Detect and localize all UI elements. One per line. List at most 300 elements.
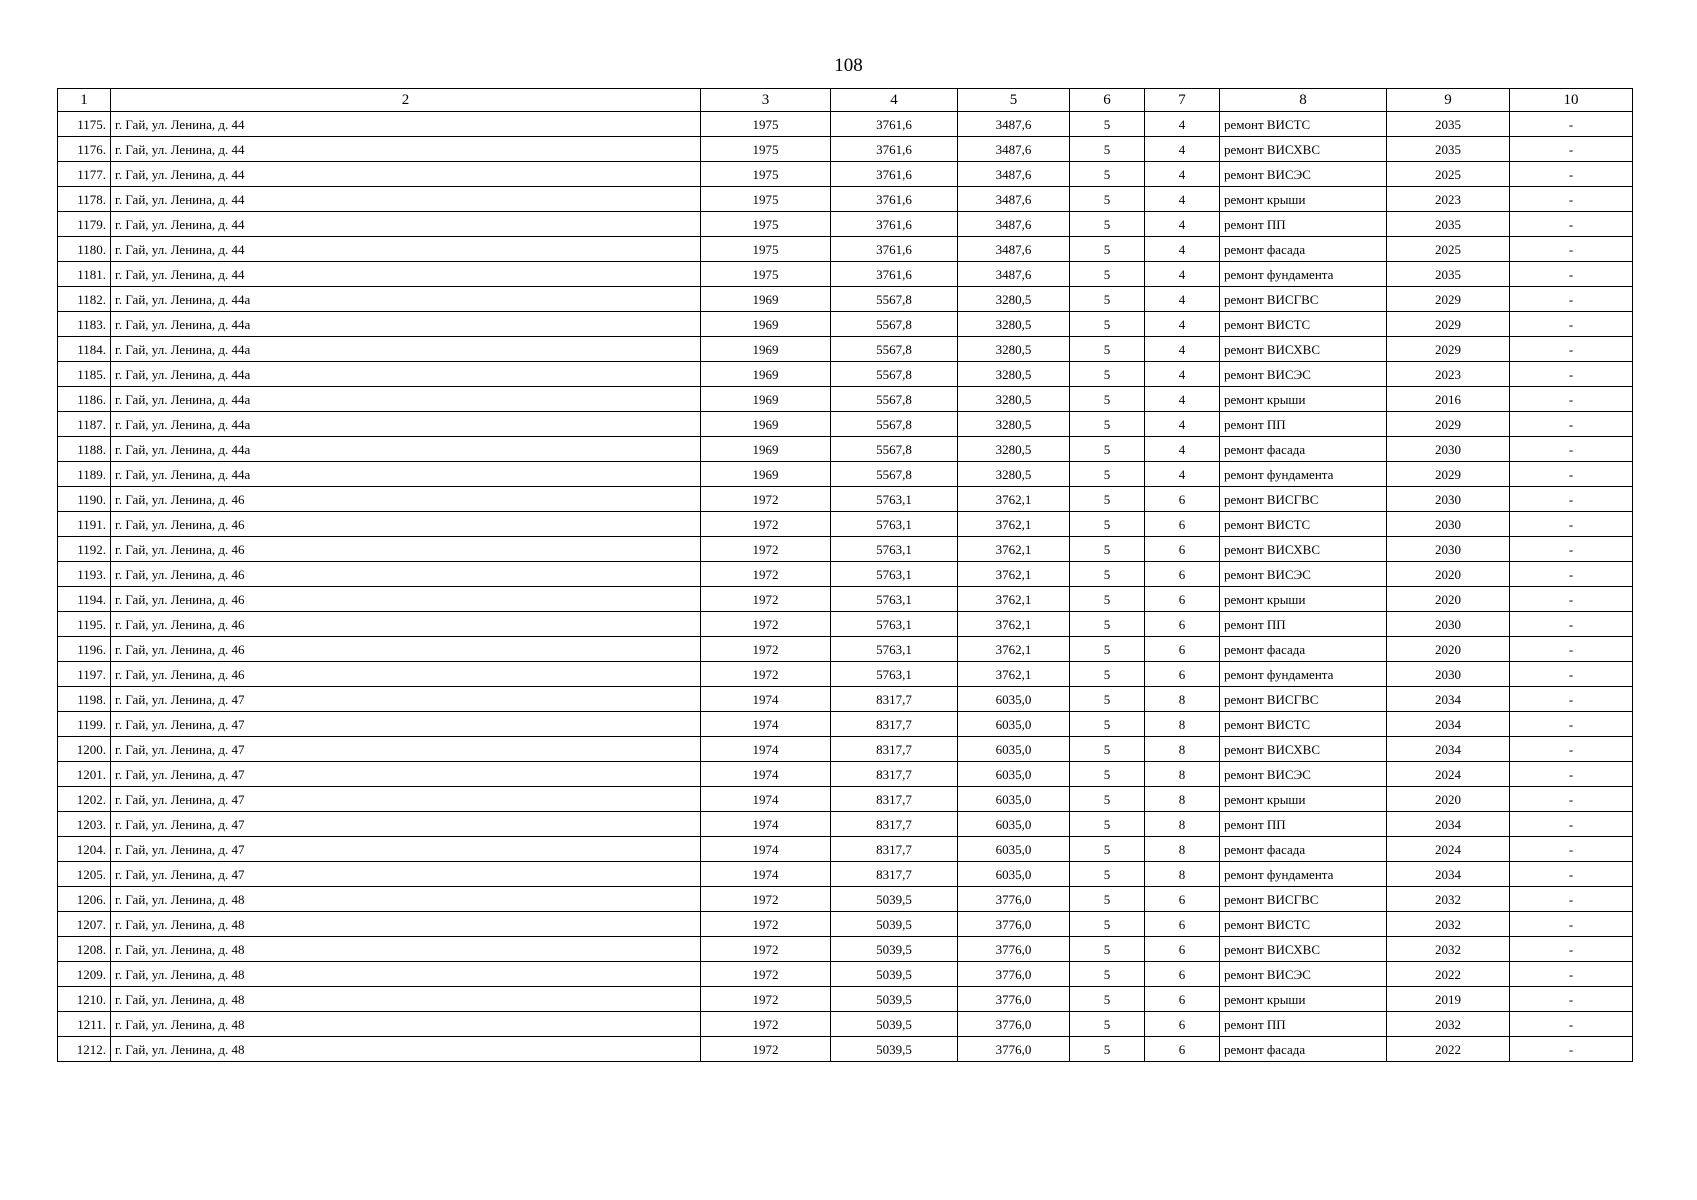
address-cell: г. Гай, ул. Ленина, д. 48 xyxy=(111,987,701,1012)
year-cell: 1974 xyxy=(701,787,831,812)
floors-cell: 5 xyxy=(1070,587,1145,612)
floors-cell: 5 xyxy=(1070,237,1145,262)
address-cell: г. Гай, ул. Ленина, д. 44 xyxy=(111,112,701,137)
work-type-cell: ремонт фундамента xyxy=(1220,262,1387,287)
column-10-cell: - xyxy=(1510,612,1633,637)
column-10-cell: - xyxy=(1510,287,1633,312)
column-10-cell: - xyxy=(1510,537,1633,562)
year-cell: 1969 xyxy=(701,312,831,337)
entrances-cell: 4 xyxy=(1145,387,1220,412)
floors-cell: 5 xyxy=(1070,137,1145,162)
total-area-cell: 5039,5 xyxy=(831,962,958,987)
year-cell: 1974 xyxy=(701,737,831,762)
column-10-cell: - xyxy=(1510,187,1633,212)
entrances-cell: 4 xyxy=(1145,187,1220,212)
repair-year-cell: 2035 xyxy=(1387,262,1510,287)
column-10-cell: - xyxy=(1510,362,1633,387)
entrances-cell: 4 xyxy=(1145,437,1220,462)
address-cell: г. Гай, ул. Ленина, д. 44а xyxy=(111,362,701,387)
total-area-cell: 8317,7 xyxy=(831,787,958,812)
repair-year-cell: 2032 xyxy=(1387,912,1510,937)
floors-cell: 5 xyxy=(1070,612,1145,637)
entrances-cell: 6 xyxy=(1145,962,1220,987)
address-cell: г. Гай, ул. Ленина, д. 46 xyxy=(111,562,701,587)
work-type-cell: ремонт ВИСХВС xyxy=(1220,537,1387,562)
year-cell: 1969 xyxy=(701,462,831,487)
repair-year-cell: 2029 xyxy=(1387,287,1510,312)
entrances-cell: 6 xyxy=(1145,487,1220,512)
column-10-cell: - xyxy=(1510,762,1633,787)
total-area-cell: 5567,8 xyxy=(831,437,958,462)
living-area-cell: 3280,5 xyxy=(958,412,1070,437)
entrances-cell: 6 xyxy=(1145,512,1220,537)
column-header: 4 xyxy=(831,89,958,112)
floors-cell: 5 xyxy=(1070,962,1145,987)
address-cell: г. Гай, ул. Ленина, д. 44а xyxy=(111,287,701,312)
repair-year-cell: 2035 xyxy=(1387,112,1510,137)
column-10-cell: - xyxy=(1510,512,1633,537)
row-number: 1179. xyxy=(58,212,111,237)
floors-cell: 5 xyxy=(1070,1037,1145,1062)
floors-cell: 5 xyxy=(1070,887,1145,912)
year-cell: 1975 xyxy=(701,212,831,237)
living-area-cell: 3280,5 xyxy=(958,387,1070,412)
row-number: 1176. xyxy=(58,137,111,162)
column-10-cell: - xyxy=(1510,712,1633,737)
column-header: 1 xyxy=(58,89,111,112)
work-type-cell: ремонт крыши xyxy=(1220,387,1387,412)
repair-year-cell: 2034 xyxy=(1387,737,1510,762)
column-10-cell: - xyxy=(1510,1012,1633,1037)
work-type-cell: ремонт крыши xyxy=(1220,787,1387,812)
column-10-cell: - xyxy=(1510,1037,1633,1062)
entrances-cell: 8 xyxy=(1145,812,1220,837)
column-header: 9 xyxy=(1387,89,1510,112)
total-area-cell: 5763,1 xyxy=(831,562,958,587)
row-number: 1197. xyxy=(58,662,111,687)
entrances-cell: 6 xyxy=(1145,937,1220,962)
table-row xyxy=(58,287,1633,312)
floors-cell: 5 xyxy=(1070,462,1145,487)
floors-cell: 5 xyxy=(1070,862,1145,887)
row-number: 1203. xyxy=(58,812,111,837)
row-number: 1194. xyxy=(58,587,111,612)
row-number: 1205. xyxy=(58,862,111,887)
entrances-cell: 4 xyxy=(1145,362,1220,387)
table-row xyxy=(58,1012,1633,1037)
floors-cell: 5 xyxy=(1070,562,1145,587)
column-10-cell: - xyxy=(1510,787,1633,812)
address-cell: г. Гай, ул. Ленина, д. 47 xyxy=(111,712,701,737)
entrances-cell: 4 xyxy=(1145,337,1220,362)
work-type-cell: ремонт ВИСХВС xyxy=(1220,137,1387,162)
year-cell: 1974 xyxy=(701,862,831,887)
table-row xyxy=(58,737,1633,762)
year-cell: 1975 xyxy=(701,137,831,162)
year-cell: 1972 xyxy=(701,487,831,512)
repair-year-cell: 2030 xyxy=(1387,612,1510,637)
row-number: 1188. xyxy=(58,437,111,462)
row-number: 1208. xyxy=(58,937,111,962)
column-10-cell: - xyxy=(1510,412,1633,437)
floors-cell: 5 xyxy=(1070,662,1145,687)
floors-cell: 5 xyxy=(1070,287,1145,312)
total-area-cell: 5763,1 xyxy=(831,512,958,537)
table-row xyxy=(58,587,1633,612)
entrances-cell: 6 xyxy=(1145,562,1220,587)
column-10-cell: - xyxy=(1510,262,1633,287)
address-cell: г. Гай, ул. Ленина, д. 44 xyxy=(111,237,701,262)
table-row xyxy=(58,537,1633,562)
row-number: 1177. xyxy=(58,162,111,187)
table-row xyxy=(58,962,1633,987)
total-area-cell: 8317,7 xyxy=(831,837,958,862)
row-number: 1193. xyxy=(58,562,111,587)
row-number: 1178. xyxy=(58,187,111,212)
work-type-cell: ремонт ВИСТС xyxy=(1220,712,1387,737)
table-row xyxy=(58,387,1633,412)
total-area-cell: 5039,5 xyxy=(831,937,958,962)
total-area-cell: 3761,6 xyxy=(831,187,958,212)
work-type-cell: ремонт фасада xyxy=(1220,437,1387,462)
living-area-cell: 3487,6 xyxy=(958,137,1070,162)
living-area-cell: 6035,0 xyxy=(958,737,1070,762)
address-cell: г. Гай, ул. Ленина, д. 44а xyxy=(111,412,701,437)
living-area-cell: 6035,0 xyxy=(958,712,1070,737)
living-area-cell: 6035,0 xyxy=(958,787,1070,812)
year-cell: 1969 xyxy=(701,437,831,462)
column-10-cell: - xyxy=(1510,912,1633,937)
floors-cell: 5 xyxy=(1070,712,1145,737)
year-cell: 1972 xyxy=(701,587,831,612)
total-area-cell: 5567,8 xyxy=(831,412,958,437)
living-area-cell: 3776,0 xyxy=(958,962,1070,987)
column-10-cell: - xyxy=(1510,237,1633,262)
address-cell: г. Гай, ул. Ленина, д. 46 xyxy=(111,487,701,512)
work-type-cell: ремонт крыши xyxy=(1220,587,1387,612)
work-type-cell: ремонт ВИСГВС xyxy=(1220,287,1387,312)
repair-year-cell: 2034 xyxy=(1387,712,1510,737)
repair-year-cell: 2023 xyxy=(1387,362,1510,387)
living-area-cell: 3762,1 xyxy=(958,587,1070,612)
address-cell: г. Гай, ул. Ленина, д. 48 xyxy=(111,1037,701,1062)
living-area-cell: 3762,1 xyxy=(958,537,1070,562)
floors-cell: 5 xyxy=(1070,812,1145,837)
year-cell: 1972 xyxy=(701,937,831,962)
column-10-cell: - xyxy=(1510,312,1633,337)
entrances-cell: 6 xyxy=(1145,1037,1220,1062)
work-type-cell: ремонт ПП xyxy=(1220,1012,1387,1037)
floors-cell: 5 xyxy=(1070,512,1145,537)
column-10-cell: - xyxy=(1510,137,1633,162)
repair-year-cell: 2016 xyxy=(1387,387,1510,412)
entrances-cell: 6 xyxy=(1145,987,1220,1012)
total-area-cell: 5039,5 xyxy=(831,1012,958,1037)
table-row xyxy=(58,187,1633,212)
entrances-cell: 4 xyxy=(1145,137,1220,162)
year-cell: 1972 xyxy=(701,912,831,937)
year-cell: 1969 xyxy=(701,362,831,387)
entrances-cell: 6 xyxy=(1145,1012,1220,1037)
repair-year-cell: 2030 xyxy=(1387,487,1510,512)
total-area-cell: 5763,1 xyxy=(831,487,958,512)
work-type-cell: ремонт ВИСТС xyxy=(1220,312,1387,337)
table-row xyxy=(58,787,1633,812)
year-cell: 1969 xyxy=(701,287,831,312)
entrances-cell: 6 xyxy=(1145,912,1220,937)
column-10-cell: - xyxy=(1510,662,1633,687)
address-cell: г. Гай, ул. Ленина, д. 44 xyxy=(111,187,701,212)
year-cell: 1972 xyxy=(701,962,831,987)
work-type-cell: ремонт ПП xyxy=(1220,812,1387,837)
living-area-cell: 3487,6 xyxy=(958,212,1070,237)
floors-cell: 5 xyxy=(1070,687,1145,712)
column-10-cell: - xyxy=(1510,162,1633,187)
living-area-cell: 3280,5 xyxy=(958,312,1070,337)
repair-year-cell: 2025 xyxy=(1387,162,1510,187)
entrances-cell: 4 xyxy=(1145,112,1220,137)
work-type-cell: ремонт ВИСТС xyxy=(1220,112,1387,137)
total-area-cell: 3761,6 xyxy=(831,262,958,287)
work-type-cell: ремонт ВИСЭС xyxy=(1220,562,1387,587)
floors-cell: 5 xyxy=(1070,787,1145,812)
column-10-cell: - xyxy=(1510,212,1633,237)
floors-cell: 5 xyxy=(1070,162,1145,187)
total-area-cell: 8317,7 xyxy=(831,712,958,737)
row-number: 1200. xyxy=(58,737,111,762)
total-area-cell: 5763,1 xyxy=(831,587,958,612)
total-area-cell: 8317,7 xyxy=(831,737,958,762)
repair-year-cell: 2020 xyxy=(1387,787,1510,812)
repair-year-cell: 2034 xyxy=(1387,862,1510,887)
work-type-cell: ремонт ВИСХВС xyxy=(1220,937,1387,962)
column-10-cell: - xyxy=(1510,887,1633,912)
work-type-cell: ремонт ВИСГВС xyxy=(1220,687,1387,712)
total-area-cell: 5567,8 xyxy=(831,462,958,487)
living-area-cell: 3487,6 xyxy=(958,187,1070,212)
living-area-cell: 6035,0 xyxy=(958,762,1070,787)
address-cell: г. Гай, ул. Ленина, д. 44 xyxy=(111,137,701,162)
table-row xyxy=(58,912,1633,937)
total-area-cell: 8317,7 xyxy=(831,862,958,887)
living-area-cell: 3776,0 xyxy=(958,1012,1070,1037)
floors-cell: 5 xyxy=(1070,537,1145,562)
row-number: 1191. xyxy=(58,512,111,537)
table-row xyxy=(58,237,1633,262)
total-area-cell: 5763,1 xyxy=(831,612,958,637)
floors-cell: 5 xyxy=(1070,637,1145,662)
total-area-cell: 3761,6 xyxy=(831,112,958,137)
row-number: 1182. xyxy=(58,287,111,312)
work-type-cell: ремонт ПП xyxy=(1220,612,1387,637)
column-header: 5 xyxy=(958,89,1070,112)
living-area-cell: 3280,5 xyxy=(958,462,1070,487)
repair-year-cell: 2022 xyxy=(1387,962,1510,987)
living-area-cell: 3762,1 xyxy=(958,637,1070,662)
floors-cell: 5 xyxy=(1070,1012,1145,1037)
floors-cell: 5 xyxy=(1070,987,1145,1012)
floors-cell: 5 xyxy=(1070,412,1145,437)
living-area-cell: 3280,5 xyxy=(958,337,1070,362)
year-cell: 1972 xyxy=(701,637,831,662)
repair-year-cell: 2029 xyxy=(1387,412,1510,437)
row-number: 1204. xyxy=(58,837,111,862)
repair-year-cell: 2023 xyxy=(1387,187,1510,212)
year-cell: 1972 xyxy=(701,612,831,637)
floors-cell: 5 xyxy=(1070,437,1145,462)
total-area-cell: 5039,5 xyxy=(831,1037,958,1062)
repair-year-cell: 2029 xyxy=(1387,312,1510,337)
address-cell: г. Гай, ул. Ленина, д. 44а xyxy=(111,462,701,487)
total-area-cell: 5039,5 xyxy=(831,912,958,937)
address-cell: г. Гай, ул. Ленина, д. 47 xyxy=(111,862,701,887)
year-cell: 1974 xyxy=(701,712,831,737)
column-10-cell: - xyxy=(1510,812,1633,837)
year-cell: 1972 xyxy=(701,1012,831,1037)
column-10-cell: - xyxy=(1510,487,1633,512)
entrances-cell: 4 xyxy=(1145,462,1220,487)
work-type-cell: ремонт фундамента xyxy=(1220,462,1387,487)
floors-cell: 5 xyxy=(1070,737,1145,762)
entrances-cell: 8 xyxy=(1145,712,1220,737)
address-cell: г. Гай, ул. Ленина, д. 44а xyxy=(111,437,701,462)
total-area-cell: 3761,6 xyxy=(831,162,958,187)
address-cell: г. Гай, ул. Ленина, д. 44а xyxy=(111,387,701,412)
table-row xyxy=(58,662,1633,687)
year-cell: 1969 xyxy=(701,412,831,437)
repair-year-cell: 2035 xyxy=(1387,137,1510,162)
address-cell: г. Гай, ул. Ленина, д. 44 xyxy=(111,262,701,287)
work-type-cell: ремонт крыши xyxy=(1220,187,1387,212)
entrances-cell: 8 xyxy=(1145,862,1220,887)
header-row xyxy=(58,89,1633,112)
living-area-cell: 3280,5 xyxy=(958,287,1070,312)
table-row xyxy=(58,512,1633,537)
table-row xyxy=(58,487,1633,512)
table-row xyxy=(58,112,1633,137)
repair-year-cell: 2019 xyxy=(1387,987,1510,1012)
repair-year-cell: 2032 xyxy=(1387,887,1510,912)
work-type-cell: ремонт ВИСЭС xyxy=(1220,762,1387,787)
entrances-cell: 6 xyxy=(1145,587,1220,612)
floors-cell: 5 xyxy=(1070,762,1145,787)
living-area-cell: 3762,1 xyxy=(958,612,1070,637)
total-area-cell: 5039,5 xyxy=(831,987,958,1012)
row-number: 1202. xyxy=(58,787,111,812)
floors-cell: 5 xyxy=(1070,262,1145,287)
year-cell: 1974 xyxy=(701,687,831,712)
entrances-cell: 4 xyxy=(1145,312,1220,337)
page-number: 108 xyxy=(834,55,863,76)
address-cell: г. Гай, ул. Ленина, д. 46 xyxy=(111,537,701,562)
repair-year-cell: 2030 xyxy=(1387,437,1510,462)
work-type-cell: ремонт ВИСТС xyxy=(1220,912,1387,937)
column-header: 6 xyxy=(1070,89,1145,112)
total-area-cell: 8317,7 xyxy=(831,812,958,837)
year-cell: 1974 xyxy=(701,812,831,837)
table-row xyxy=(58,637,1633,662)
address-cell: г. Гай, ул. Ленина, д. 47 xyxy=(111,812,701,837)
repair-year-cell: 2030 xyxy=(1387,512,1510,537)
column-header: 8 xyxy=(1220,89,1387,112)
column-10-cell: - xyxy=(1510,387,1633,412)
entrances-cell: 4 xyxy=(1145,412,1220,437)
total-area-cell: 5763,1 xyxy=(831,537,958,562)
column-10-cell: - xyxy=(1510,562,1633,587)
year-cell: 1975 xyxy=(701,187,831,212)
address-cell: г. Гай, ул. Ленина, д. 46 xyxy=(111,587,701,612)
work-type-cell: ремонт ВИСХВС xyxy=(1220,737,1387,762)
entrances-cell: 8 xyxy=(1145,762,1220,787)
work-type-cell: ремонт ВИСГВС xyxy=(1220,487,1387,512)
row-number: 1185. xyxy=(58,362,111,387)
entrances-cell: 8 xyxy=(1145,687,1220,712)
address-cell: г. Гай, ул. Ленина, д. 46 xyxy=(111,612,701,637)
column-10-cell: - xyxy=(1510,737,1633,762)
table-row xyxy=(58,212,1633,237)
entrances-cell: 8 xyxy=(1145,837,1220,862)
floors-cell: 5 xyxy=(1070,362,1145,387)
row-number: 1198. xyxy=(58,687,111,712)
living-area-cell: 3487,6 xyxy=(958,262,1070,287)
column-10-cell: - xyxy=(1510,462,1633,487)
column-10-cell: - xyxy=(1510,962,1633,987)
address-cell: г. Гай, ул. Ленина, д. 48 xyxy=(111,937,701,962)
work-type-cell: ремонт ПП xyxy=(1220,212,1387,237)
address-cell: г. Гай, ул. Ленина, д. 47 xyxy=(111,837,701,862)
work-type-cell: ремонт ВИСХВС xyxy=(1220,337,1387,362)
address-cell: г. Гай, ул. Ленина, д. 48 xyxy=(111,912,701,937)
work-type-cell: ремонт ВИСГВС xyxy=(1220,887,1387,912)
total-area-cell: 8317,7 xyxy=(831,687,958,712)
living-area-cell: 6035,0 xyxy=(958,862,1070,887)
table-row xyxy=(58,362,1633,387)
year-cell: 1972 xyxy=(701,1037,831,1062)
table-row xyxy=(58,137,1633,162)
living-area-cell: 3280,5 xyxy=(958,362,1070,387)
total-area-cell: 5567,8 xyxy=(831,387,958,412)
table-row xyxy=(58,987,1633,1012)
column-10-cell: - xyxy=(1510,337,1633,362)
living-area-cell: 3776,0 xyxy=(958,937,1070,962)
row-number: 1184. xyxy=(58,337,111,362)
total-area-cell: 5567,8 xyxy=(831,337,958,362)
column-10-cell: - xyxy=(1510,687,1633,712)
row-number: 1211. xyxy=(58,1012,111,1037)
entrances-cell: 4 xyxy=(1145,262,1220,287)
address-cell: г. Гай, ул. Ленина, д. 48 xyxy=(111,962,701,987)
year-cell: 1969 xyxy=(701,387,831,412)
living-area-cell: 3487,6 xyxy=(958,112,1070,137)
total-area-cell: 5763,1 xyxy=(831,637,958,662)
row-number: 1175. xyxy=(58,112,111,137)
address-cell: г. Гай, ул. Ленина, д. 44а xyxy=(111,337,701,362)
row-number: 1190. xyxy=(58,487,111,512)
year-cell: 1972 xyxy=(701,887,831,912)
work-type-cell: ремонт фундамента xyxy=(1220,662,1387,687)
repair-year-cell: 2032 xyxy=(1387,937,1510,962)
living-area-cell: 6035,0 xyxy=(958,687,1070,712)
row-number: 1212. xyxy=(58,1037,111,1062)
entrances-cell: 4 xyxy=(1145,162,1220,187)
living-area-cell: 3762,1 xyxy=(958,512,1070,537)
column-10-cell: - xyxy=(1510,862,1633,887)
entrances-cell: 6 xyxy=(1145,887,1220,912)
address-cell: г. Гай, ул. Ленина, д. 46 xyxy=(111,662,701,687)
living-area-cell: 3762,1 xyxy=(958,662,1070,687)
year-cell: 1975 xyxy=(701,262,831,287)
column-10-cell: - xyxy=(1510,937,1633,962)
